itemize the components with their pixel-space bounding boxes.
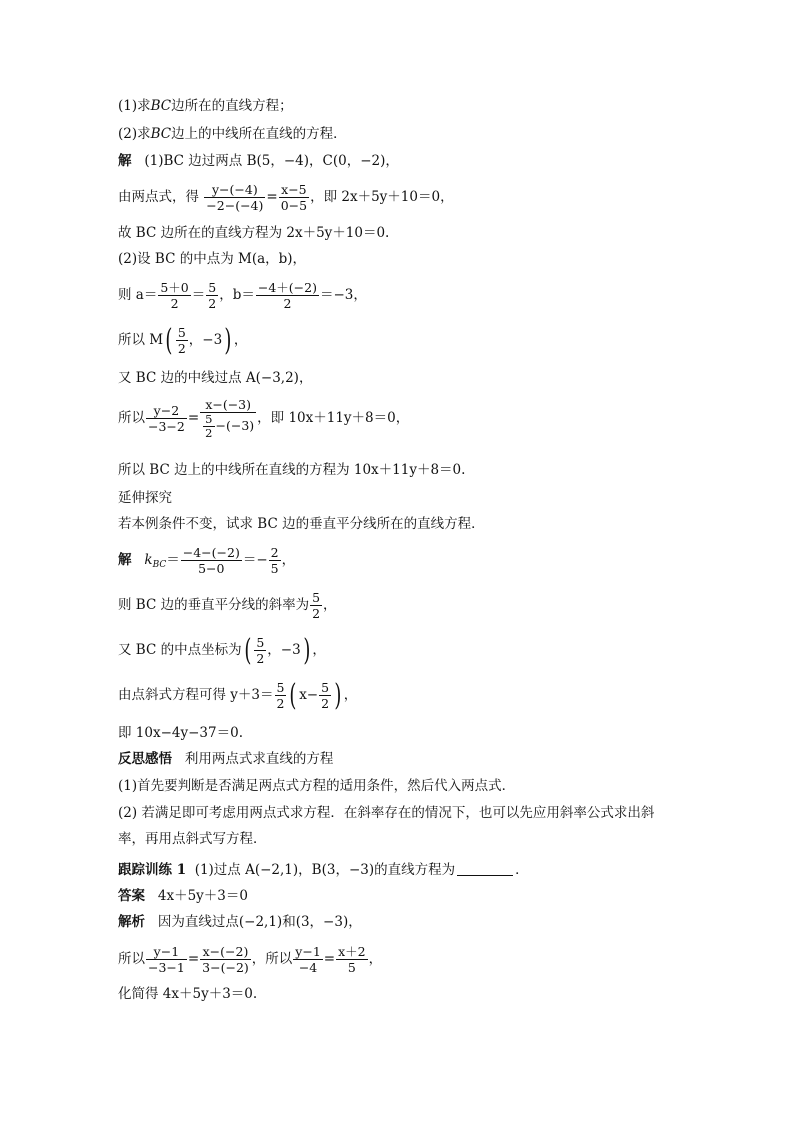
fraction: $\frac{-4-(-2)}{5-0}$ [182, 545, 240, 576]
slope-calc: 解 $k_{BC}=$ $\frac{-4-(-2)}{5-0}$ ＝− $\frac{2}{5}$ ， [118, 545, 296, 576]
fraction: $\frac{5}{2}$ [205, 412, 213, 440]
extension-title: 延伸探究 [118, 490, 172, 506]
q1-text: (1)求 [118, 98, 151, 114]
fraction: $\frac{x-5}{0-5}$ [280, 182, 308, 213]
fraction: $\frac{x+2}{5}$ [338, 944, 366, 975]
median-equation: 所以 $\frac{y-2}{-3-2}$ = x−(−3) $\frac{5}{2}$ −(−3) ，即 10x＋11y＋8＝0， [118, 397, 410, 440]
reflection-1: (1)首先要判断是否满足两点式方程的适用条件，然后代入两点式． [118, 778, 516, 794]
question-1 [118, 97, 293, 115]
q2-bc: BC [150, 126, 172, 142]
fraction: $\frac{5}{2}$ [256, 635, 265, 666]
fraction: $\frac{5}{2}$ [312, 590, 321, 621]
fraction: $\frac{2}{5}$ [270, 545, 279, 576]
fraction: $\frac{x-(-2)}{3-(-2)}$ [202, 944, 249, 975]
solution-2-midpoint: (2)设 BC 的中点为 M(a，b)， [118, 251, 307, 267]
fraction: $\frac{y-1}{-4}$ [295, 944, 321, 975]
fraction: $\frac{5}{2}$ [208, 280, 217, 311]
a-point-line: 又 BC 边的中线过点 A(−3,2)， [118, 370, 313, 386]
two-point-post: ，即 2x＋5y＋10＝0， [310, 189, 454, 205]
fraction: $\frac{y-2}{-3-2}$ [148, 403, 185, 434]
simplify-line: 化简得 4x＋5y＋3＝0. [118, 986, 258, 1002]
q2-end: 边上的中线所在直线的方程． [171, 126, 347, 142]
q1-end: 边所在的直线方程； [171, 98, 293, 114]
solution-1-text: (1)BC 边过两点 B(5，−4)，C(0，−2)， [144, 153, 399, 169]
fraction: $\frac{5}{2}$ [276, 680, 285, 711]
solution-1-conclusion: 故 BC 边所在的直线方程为 2x＋5y＋10＝0. [118, 225, 390, 241]
fraction: $\frac{y-(-4)}{-2-(-4)}$ [206, 182, 264, 213]
answer-blank [457, 861, 513, 876]
fraction: x−(−3) $\frac{5}{2}$ −(−3) [200, 397, 256, 440]
fraction: $\frac{5}{2}$ [177, 325, 186, 356]
fraction: $\frac{y-1}{-3-1}$ [148, 944, 185, 975]
extension-question: 若本例条件不变，试求 BC 边的垂直平分线所在的直线方程． [118, 516, 485, 532]
fraction: $\frac{-4+(-2)}{2}$ [257, 280, 317, 311]
perp-slope-line: 则 BC 边的垂直平分线的斜率为 $\frac{5}{2}$ ， [118, 590, 337, 621]
two-point-pre: 由两点式，得 [118, 189, 199, 205]
analysis-equation: 所以 $\frac{y-1}{-3-1}$ = $\frac{x-(-2)}{3-(-2)}$ ，所以 $\frac{y-1}{-4}$ = $\frac{x+2}{5}$ ， [118, 944, 383, 975]
fraction: $\frac{5}{2}$ [321, 680, 330, 711]
midpoint-calc: 则 a＝ $\frac{5+0}{2}$ ＝ $\frac{5}{2}$ ，b＝ $\frac{-4+(-2)}{2}$ ＝−3， [118, 280, 367, 311]
question-2 [118, 125, 347, 143]
point-slope-result: 即 10x−4y−37＝0. [118, 725, 243, 741]
median-conclusion: 所以 BC 边上的中线所在直线的方程为 10x＋11y＋8＝0. [118, 462, 466, 478]
q2-text: (2)求 [118, 126, 151, 142]
point-slope-line: 由点斜式方程可得 y＋3＝ $\frac{5}{2}$ ( x− $\frac{5}{2}$ ) ， [118, 677, 358, 713]
analysis-line: 解析 因为直线过点(−2,1)和(3，−3)， [118, 914, 362, 930]
solution-1-line [118, 152, 399, 170]
answer-line: 答案 4x＋5y＋3＝0 [118, 888, 248, 904]
m-point-line: 所以 M( $\frac{5}{2}$ ，−3) ， [118, 322, 248, 358]
solution-label: 解 [118, 153, 132, 169]
fraction: $\frac{5+0}{2}$ [160, 280, 189, 311]
tracking-question: 跟踪训练 1 (1)过点 A(−2,1)，B(3，−3)的直线方程为 ． [118, 862, 529, 878]
reflection-title: 反思感悟 利用两点式求直线的方程 [118, 751, 334, 767]
two-point-line: 由两点式，得 $\frac{y-(-4)}{-2-(-4)}$ = $\frac{x-5}{0-5}$ ，即 2x＋5y＋10＝0， [118, 182, 454, 213]
q1-bc: BC [150, 98, 172, 114]
reflection-2: (2) 若满足即可考虑用两点式求方程．在斜率存在的情况下，也可以先应用斜率公式求出斜率，再用点斜式写方程． [118, 805, 655, 847]
midpoint-coord-line: 又 BC 的中点坐标为( $\frac{5}{2}$ ，−3) ， [118, 632, 326, 668]
